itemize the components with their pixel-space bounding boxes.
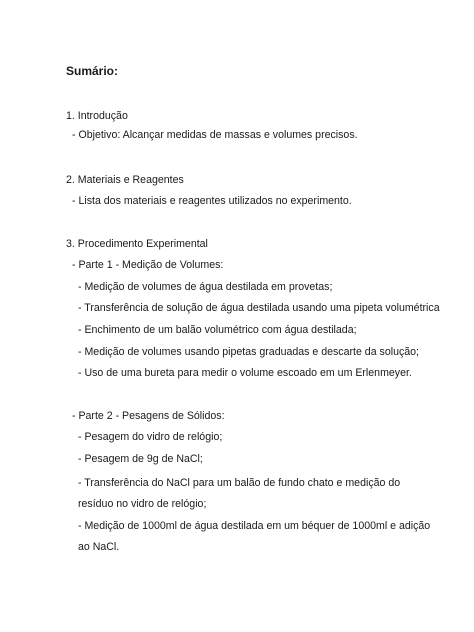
list-item: - Transferência de solução de água destilada usando uma pipeta volumétrica (78, 302, 440, 314)
list-item: - Uso de uma bureta para medir o volume escoado em um Erlenmeyer. (78, 367, 412, 379)
part-2-label: - Parte 2 - Pesagens de Sólidos: (72, 410, 225, 422)
list-item: - Medição de volumes de água destilada em provetas; (78, 281, 333, 293)
list-item: - Medição de 1000ml de água destilada em um béquer de 1000ml e adição ao NaCl. (78, 520, 431, 553)
part-1-label: - Parte 1 - Medição de Volumes: (72, 259, 224, 271)
list-item: - Pesagem do vidro de relógio; (78, 431, 223, 443)
section-heading-introducao: 1. Introdução (66, 110, 128, 122)
list-item: - Transferência do NaCl para um balão de fundo chato e medição do resíduo no vidro de relógio; (78, 477, 401, 510)
list-item: - Lista dos materiais e reagentes utilizados no experimento. (72, 195, 352, 207)
list-item: - Medição de volumes usando pipetas graduadas e descarte da solução; (78, 346, 419, 358)
list-item: - Objetivo: Alcançar medidas de massas e volumes precisos. (72, 129, 358, 141)
list-item: - Pesagem de 9g de NaCl; (78, 453, 203, 465)
list-item: - Enchimento de um balão volumétrico com água destilada; (78, 324, 357, 336)
document-title: Sumário: (66, 64, 119, 78)
section-heading-materiais: 2. Materiais e Reagentes (66, 174, 184, 186)
section-heading-procedimento: 3. Procedimento Experimental (66, 238, 208, 250)
